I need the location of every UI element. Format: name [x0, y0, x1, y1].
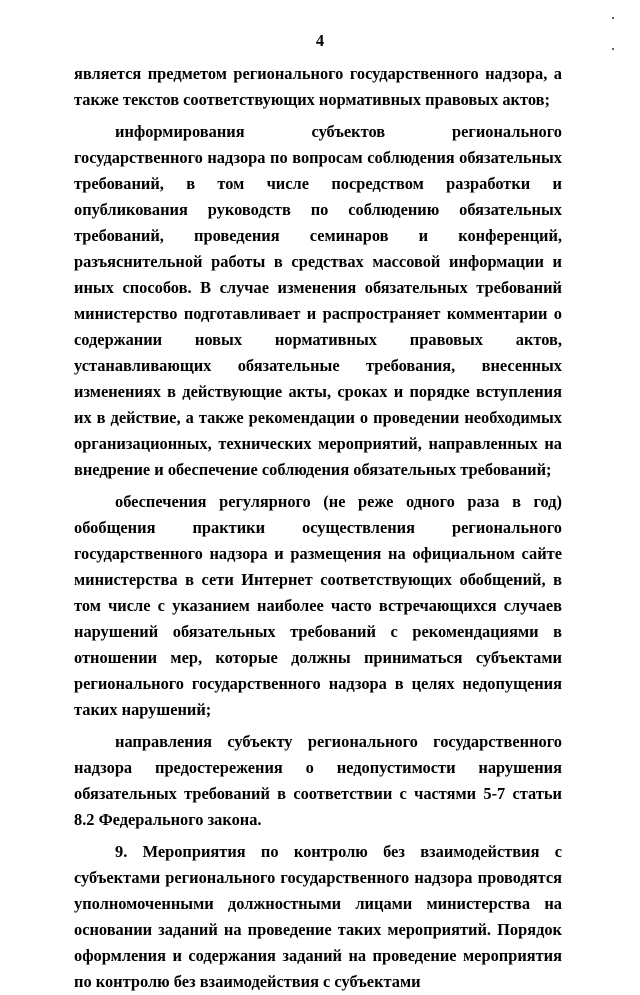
- paragraph: является предметом регионального государственного надзора, а также текстов соответствующих нормативных правовых актов;: [74, 64, 562, 109]
- page-number: 4: [315, 31, 325, 50]
- paragraph: 9. Мероприятия по контролю без взаимодействия с субъектами регионального государственного надзора проводятся уполномоченными должностными лицами министерства на основании заданий на проведение таких мероприятий. Порядок оформления и содержания заданий на проведение мероприятия по контролю без взаимодействия с субъектами: [74, 842, 562, 991]
- document-body: [74, 61, 562, 995]
- paragraph: информирования субъектов регионального государственного надзора по вопросам соблюдения обязательных требований, в том числе посредством разработки и опубликования руководств по соблюдению обязательных требований, проведения семинаров и конференций, разъяснительной работы в средствах массовой информации и иных способов. В случае изменения обязательных требований министерство подготавливает и распространяет комментарии о содержании новых нормативных правовых актов, устанавливающих обязательные требования, внесенных изменениях в действующие акты, сроках и порядке вступления их в действие, а также рекомендации о проведении необходимых организационных, технических мероприятий, направленных на внедрение и обеспечение соблюдения обязательных требований;: [74, 122, 562, 479]
- paragraph: обеспечения регулярного (не реже одного раза в год) обобщения практики осуществления регионального государственного надзора и размещения на официальном сайте министерства в сети Интернет соответствующих обобщений, в том числе с указанием наиболее часто встречающихся случаев нарушений обязательных требований с рекомендациями в отношении мер, которые должны приниматься субъектами регионального государственного надзора в целях недопущения таких нарушений;: [74, 492, 562, 719]
- paragraph: направления субъекту регионального государственного надзора предостережения о недопустимости нарушения обязательных требований в соответствии с частями 5-7 статьи 8.2 Федерального закона.: [74, 732, 562, 829]
- scan-speck: [612, 17, 614, 19]
